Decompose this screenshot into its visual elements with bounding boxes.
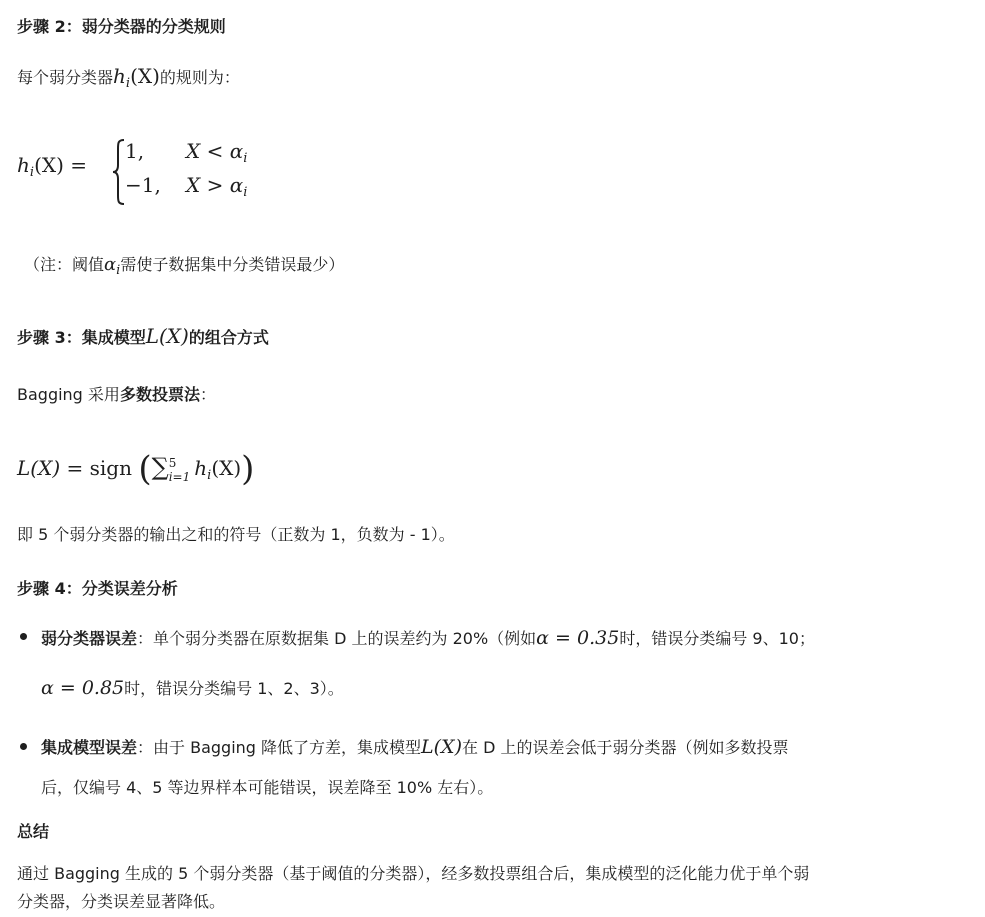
case2-value: −1, xyxy=(125,173,161,197)
ensemble-error-label: 集成模型误差 xyxy=(41,738,138,757)
case1-value: 1, xyxy=(125,139,145,163)
summary-heading: 总结 xyxy=(17,822,50,841)
case1-condition: $X < \alpha_i$ xyxy=(186,139,248,166)
step2-intro xyxy=(17,64,240,91)
summary-line1: 通过 Bagging 生成的 5 个弱分类器（基于阈值的分类器），经多数投票组合后，集成模型的泛化能力优于单个弱 xyxy=(17,864,810,883)
ensemble-error-item-line2: 后，仅编号 4、5 等边界样本可能错误，误差降至 10% 左右）。 xyxy=(41,778,494,797)
ensemble-error-item: 集成模型误差：由于 Bagging 降低了方差，集成模型L(X)在 D 上的误差会低于弱分类器（例如多数投票 xyxy=(41,736,789,758)
step3-heading: 步骤 3：集成模型L(X)的组合方式 xyxy=(17,324,269,348)
step2-intro-post: 的规则为： xyxy=(159,68,240,87)
step2-intro-math: $h_i(X)$ xyxy=(113,64,160,91)
step2-intro-pre: 每个弱分类器 xyxy=(17,68,114,87)
weak-classifier-formula-lhs: $h_i(X)$ = xyxy=(17,153,88,180)
ensemble-explanation: 即 5 个弱分类器的输出之和的符号（正数为 1，负数为 - 1）。 xyxy=(17,525,455,544)
bullet-dot xyxy=(20,633,27,640)
summary-line2: 分类器，分类误差显著降低。 xyxy=(17,892,226,911)
weak-error-item: 弱分类器误差：单个弱分类器在原数据集 D 上的误差约为 20%（例如α = 0.35时，错误分类编号 9、10； xyxy=(41,627,815,649)
step3-intro: Bagging 采用多数投票法： xyxy=(17,385,216,404)
bullet-dot xyxy=(20,743,27,750)
case2-condition: $X > \alpha_i$ xyxy=(186,173,248,200)
weak-error-item-line2: α = 0.85时，错误分类编号 1、2、3）。 xyxy=(41,677,344,699)
weak-error-label: 弱分类器误差 xyxy=(41,629,138,648)
step4-heading: 步骤 4：分类误差分析 xyxy=(17,579,178,598)
majority-vote-term: 多数投票法 xyxy=(119,385,200,404)
threshold-note: （注：阈值$\alpha_i$需使子数据集中分类错误最少） xyxy=(24,254,345,278)
ensemble-formula: L(X) = sign (∑ 5 i=1 $h_i(X)$) xyxy=(17,449,255,489)
step2-heading: 步骤 2：弱分类器的分类规则 xyxy=(17,17,226,36)
